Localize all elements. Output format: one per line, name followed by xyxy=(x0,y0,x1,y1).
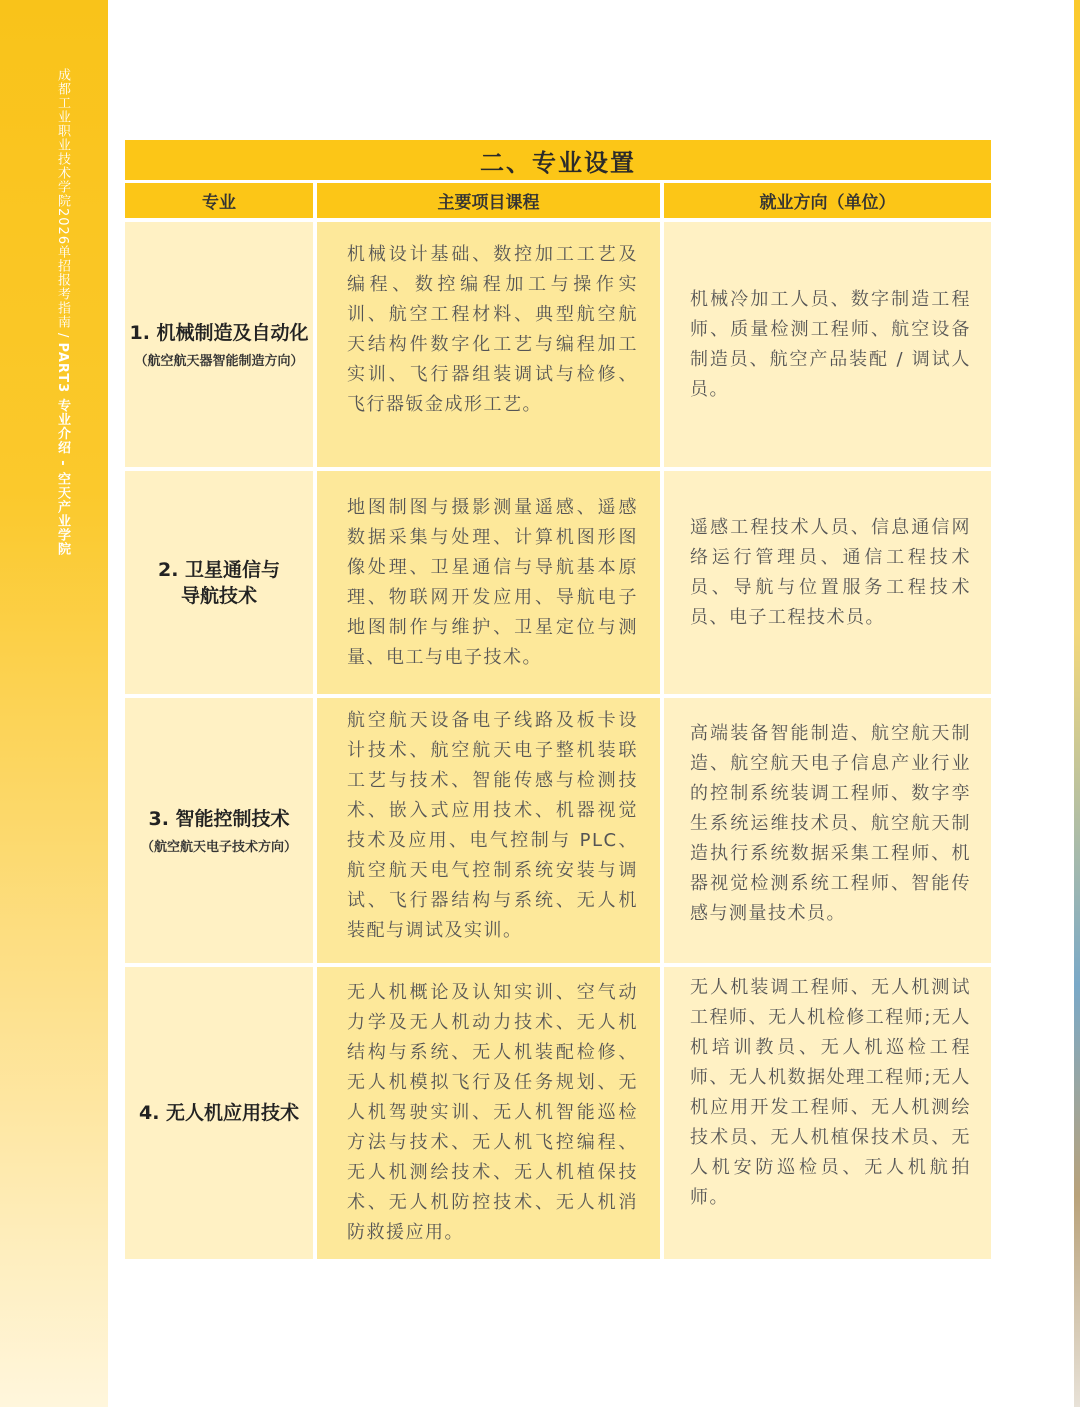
major-name: 2. 卫星通信与导航技术 xyxy=(157,558,281,607)
section-title: 二、专业设置 xyxy=(125,140,991,180)
courses-text: 机械设计基础、数控加工工艺及编程、数控编程加工与操作实训、航空工程材料、典型航空航天结构件数字化工艺与编程加工实训、飞行器组装调试与检修、飞行器钣金成形工艺。 xyxy=(347,243,638,415)
sidebar-part-title: PART3 专业介绍 - 空天产业学院 xyxy=(55,342,70,557)
table-row xyxy=(125,694,991,963)
table-row xyxy=(125,467,991,694)
sidebar-caption xyxy=(42,68,72,556)
table-row xyxy=(125,963,991,1259)
table-header-row xyxy=(125,183,991,218)
courses-text: 航空航天设备电子线路及板卡设计技术、航空航天电子整机装联工艺与技术、智能传感与检测技术、嵌入式应用技术、机器视觉技术及应用、电气控制与 PLC、航空航天电气控制系统安装与调试、飞行器结构与系统、无人机装配与调试及实训。 xyxy=(347,709,638,941)
header-major: 专业 xyxy=(125,183,317,218)
majors-table-section xyxy=(125,140,991,1259)
jobs-cell xyxy=(664,218,991,467)
major-direction: （航空航天电子技术方向） xyxy=(140,840,297,855)
sidebar xyxy=(0,0,108,1407)
major-cell xyxy=(125,218,317,467)
jobs-text: 高端装备智能制造、航空航天制造、航空航天电子信息产业行业的控制系统装调工程师、数字孪生系统运维技术员、航空航天制造执行系统数据采集工程师、机器视觉检测系统工程师、智能传感与测量技术员。 xyxy=(690,722,971,924)
jobs-cell xyxy=(664,963,991,1259)
major-direction: （航空航天器智能制造方向） xyxy=(134,354,304,369)
sidebar-guide-title: 成都工业职业技术学院2026单招报考指南 xyxy=(55,68,70,330)
sidebar-separator: / xyxy=(55,333,70,339)
jobs-text: 遥感工程技术人员、信息通信网络运行管理员、通信工程技术员、导航与位置服务工程技术员、电子工程技术员。 xyxy=(690,516,971,628)
major-cell xyxy=(125,467,317,694)
courses-cell xyxy=(317,694,664,963)
header-jobs: 就业方向（单位） xyxy=(664,183,991,218)
jobs-cell xyxy=(664,694,991,963)
right-edge-strip xyxy=(1074,0,1080,1407)
jobs-text: 机械冷加工人员、数字制造工程师、质量检测工程师、航空设备制造员、航空产品装配 / 调试人员。 xyxy=(690,288,971,400)
courses-text: 无人机概论及认知实训、空气动力学及无人机动力技术、无人机结构与系统、无人机装配检修、无人机模拟飞行及任务规划、无人机驾驶实训、无人机智能巡检方法与技术、无人机飞控编程、无人机测绘技术、无人机植保技术、无人机防控技术、无人机消防救援应用。 xyxy=(347,982,638,1243)
courses-text: 地图制图与摄影测量遥感、遥感数据采集与处理、计算机图形图像处理、卫星通信与导航基本原理、物联网开发应用、导航电子地图制作与维护、卫星定位与测量、电工与电子技术。 xyxy=(347,496,638,668)
major-name: 4. 无人机应用技术 xyxy=(138,1102,300,1124)
major-cell xyxy=(125,694,317,963)
major-cell xyxy=(125,963,317,1259)
courses-cell xyxy=(317,218,664,467)
major-name: 1. 机械制造及自动化 xyxy=(129,322,309,344)
majors-table xyxy=(125,183,991,1259)
major-name: 3. 智能控制技术 xyxy=(148,808,290,830)
courses-cell xyxy=(317,467,664,694)
jobs-cell xyxy=(664,467,991,694)
courses-cell xyxy=(317,963,664,1259)
header-courses: 主要项目课程 xyxy=(317,183,664,218)
jobs-text: 无人机装调工程师、无人机测试工程师、无人机检修工程师;无人机培训教员、无人机巡检工程师、无人机数据处理工程师;无人机应用开发工程师、无人机测绘技术员、无人机植保技术员、无人机安防巡检员、无人机航拍师。 xyxy=(690,977,971,1208)
table-row xyxy=(125,218,991,467)
